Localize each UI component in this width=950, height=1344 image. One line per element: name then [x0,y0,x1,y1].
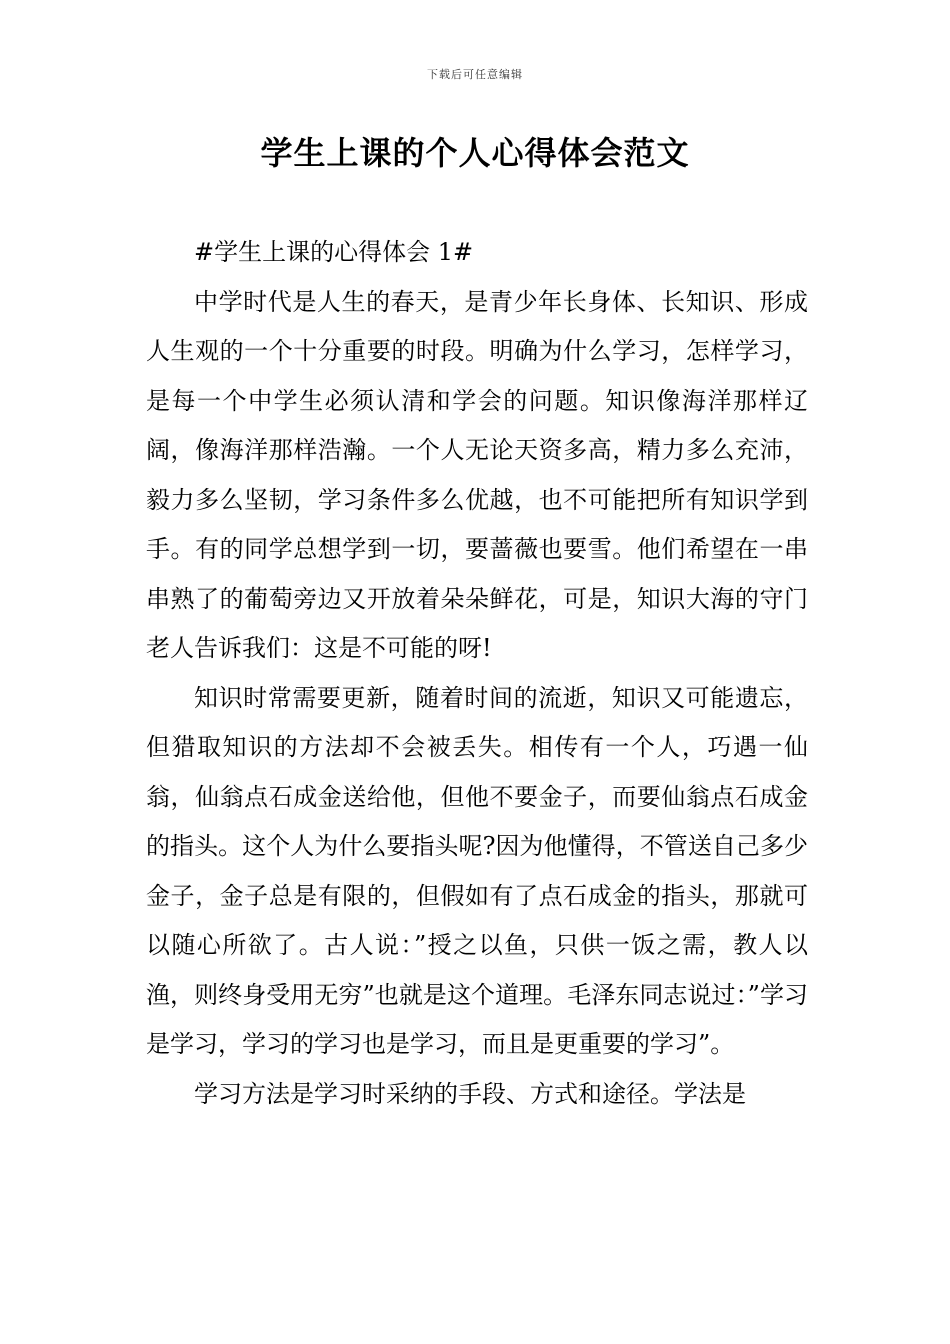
document-body [146,228,808,1119]
header-note: 下载后可任意编辑 [427,68,523,81]
paragraph-1: 中学时代是人生的春天，是青少年长身体、长知识、形成人生观的一个十分重要的时段。明确为什么学习，怎样学习，是每一个中学生必须认清和学会的问题。知识像海洋那样辽阔，像海洋那样浩瀚。一个人无论天资多高，精力多么充沛，毅力多么坚韧，学习条件多么优越，也不可能把所有知识学到手。有的同学总想学到一切，要蔷薇也要雪。他们希望在一串串熟了的葡萄旁边又开放着朵朵鲜花，可是，知识大海的守门老人告诉我们：这是不可能的呀! [146,287,808,662]
paragraph-3: 学习方法是学习时采纳的手段、方式和途径。学法是 [194,1079,746,1108]
paragraph-2: 知识时常需要更新，随着时间的流逝，知识又可能遗忘，但猎取知识的方法却不会被丢失。相传有一个人，巧遇一仙翁，仙翁点石成金送给他，但他不要金子，而要仙翁点石成金的指头。这个人为什么要指头呢?因为他懂得，不管送自己多少金子，金子总是有限的，但假如有了点石成金的指头，那就可以随心所欲了。古人说：”授之以鱼，只供一饭之需，教人以渔，则终身受用无穷”也就是这个道理。毛泽东同志说过：”学习是学习，学习的学习也是学习，而且是更重要的学习”。 [146,683,808,1058]
section-heading: #学生上课的心得体会 1# [194,238,474,266]
document-title: 学生上课的个人心得体会范文 [260,134,690,172]
